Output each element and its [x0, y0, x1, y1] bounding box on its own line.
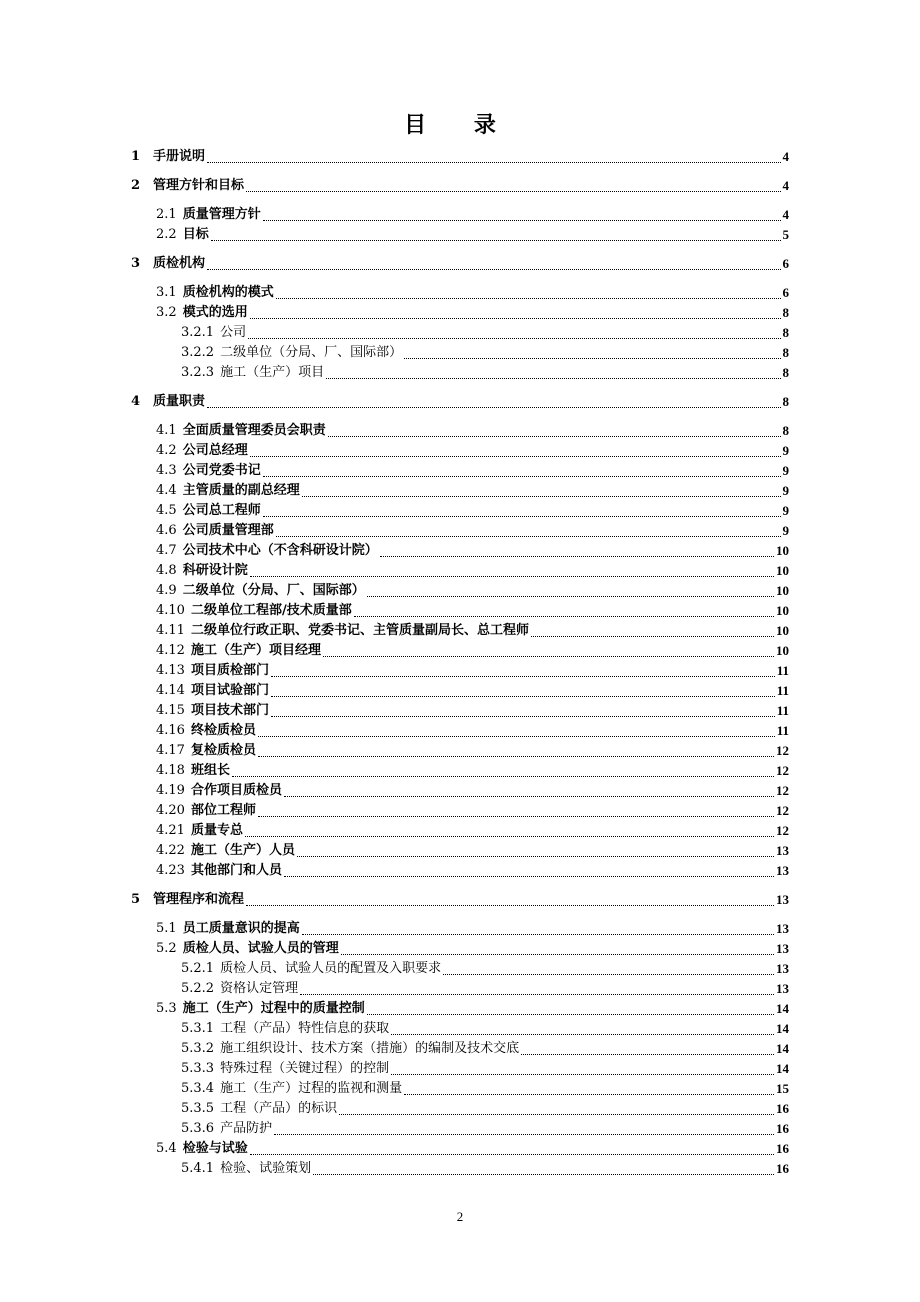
toc-entry-number: 5: [131, 892, 141, 907]
dot-leader: [258, 746, 774, 757]
dot-leader: [302, 924, 774, 935]
toc-entry-page: 11: [776, 663, 789, 678]
toc-entry-number: 1: [131, 149, 141, 164]
toc-entry[interactable]: [131, 1059, 789, 1079]
toc-entry-label: 质检人员、试验人员的配置及入职要求: [220, 961, 442, 976]
toc-entry-label: 二级单位工程部/技术质量部: [190, 603, 352, 618]
toc-entry-number: 4.12: [156, 643, 185, 658]
dot-leader: [404, 348, 780, 359]
toc-entry-label: 特殊过程（关键过程）的控制: [220, 1061, 390, 1076]
dot-leader: [263, 210, 781, 221]
toc-entry-page: 15: [776, 1081, 789, 1096]
toc-entry-page: 9: [782, 503, 789, 518]
toc-entry-number: 5.3.1: [181, 1021, 215, 1036]
toc-entry-page: 16: [776, 1121, 789, 1136]
toc-entry[interactable]: [131, 1019, 789, 1039]
dot-leader: [207, 259, 780, 270]
toc-entry-number: 3: [131, 256, 141, 271]
dot-leader: [391, 1064, 774, 1075]
dot-leader: [248, 328, 780, 339]
dot-leader: [313, 1164, 774, 1175]
toc-entry-number: 5.3.5: [181, 1101, 215, 1116]
dot-leader: [211, 230, 781, 241]
toc-entry[interactable]: [131, 1099, 789, 1119]
table-of-contents: [131, 147, 789, 1179]
toc-entry-number: 4.23: [156, 863, 185, 878]
toc-entry-number: 4.10: [156, 603, 185, 618]
toc-entry-label: 施工（生产）人员: [190, 843, 295, 858]
dot-leader: [284, 866, 774, 877]
toc-entry-label: 质量管理方针: [182, 207, 261, 222]
dot-leader: [323, 646, 774, 657]
toc-entry-label: 主管质量的副总经理: [182, 483, 300, 498]
dot-leader: [341, 944, 774, 955]
toc-entry-page: 8: [782, 423, 789, 438]
toc-entry-page: 14: [776, 1001, 789, 1016]
toc-entry-page: 12: [776, 823, 789, 838]
dot-leader: [297, 846, 774, 857]
dot-leader: [250, 308, 781, 319]
toc-entry-number: 5.3.4: [181, 1081, 215, 1096]
toc-entry[interactable]: [131, 481, 789, 501]
toc-entry-label: 施工（生产）过程中的质量控制: [182, 1001, 365, 1016]
dot-leader: [250, 566, 774, 577]
toc-entry[interactable]: [131, 741, 789, 761]
toc-entry-number: 3.1: [156, 285, 177, 300]
toc-entry-page: 4: [782, 207, 789, 222]
toc-entry-page: 14: [776, 1021, 789, 1036]
dot-leader: [328, 426, 781, 437]
toc-entry-page: 13: [776, 921, 789, 936]
toc-entry-label: 工程（产品）的标识: [220, 1101, 338, 1116]
toc-entry[interactable]: [131, 392, 789, 412]
toc-entry[interactable]: [131, 801, 789, 821]
toc-entry[interactable]: [131, 999, 789, 1019]
dot-leader: [276, 526, 781, 537]
toc-entry[interactable]: [131, 1039, 789, 1059]
toc-entry[interactable]: [131, 501, 789, 521]
toc-entry-label: 工程（产品）特性信息的获取: [220, 1021, 390, 1036]
toc-entry[interactable]: [131, 861, 789, 881]
toc-entry-label: 质检机构: [153, 256, 206, 271]
toc-entry-label: 质量专总: [190, 823, 243, 838]
toc-entry-page: 6: [782, 285, 789, 300]
toc-entry-label: 全面质量管理委员会职责: [182, 423, 326, 438]
dot-leader: [302, 486, 781, 497]
dot-leader: [246, 895, 774, 906]
toc-entry-page: 4: [782, 178, 789, 193]
toc-entry-number: 4.2: [156, 443, 177, 458]
toc-entry-page: 6: [782, 256, 789, 271]
toc-entry[interactable]: [131, 701, 789, 721]
toc-entry-number: 4.17: [156, 743, 185, 758]
toc-entry-label: 质检机构的模式: [182, 285, 274, 300]
toc-entry-number: 2: [131, 178, 141, 193]
dot-leader: [326, 368, 780, 379]
toc-entry-label: 公司技术中心（不含科研设计院）: [182, 543, 378, 558]
toc-entry-page: 13: [776, 961, 789, 976]
dot-leader: [258, 806, 774, 817]
dot-leader: [250, 446, 781, 457]
toc-entry-number: 4.20: [156, 803, 185, 818]
toc-entry-number: 4.13: [156, 663, 185, 678]
toc-entry[interactable]: [131, 461, 789, 481]
toc-entry-page: 8: [782, 394, 789, 409]
toc-entry-page: 14: [776, 1061, 789, 1076]
toc-entry-page: 12: [776, 803, 789, 818]
toc-entry[interactable]: [131, 521, 789, 541]
toc-entry[interactable]: [131, 721, 789, 741]
toc-entry-label: 模式的选用: [182, 305, 248, 320]
toc-entry-label: 管理程序和流程: [153, 892, 245, 907]
toc-entry-number: 5.3.2: [181, 1041, 215, 1056]
toc-entry-number: 4.14: [156, 683, 185, 698]
toc-entry[interactable]: [131, 441, 789, 461]
toc-entry-number: 4.19: [156, 783, 185, 798]
dot-leader: [271, 686, 775, 697]
toc-entry-number: 5.2.2: [181, 981, 215, 996]
page-number: 2: [456, 1209, 464, 1224]
toc-entry-label: 目标: [182, 227, 209, 242]
toc-entry[interactable]: [131, 1079, 789, 1099]
toc-entry[interactable]: [131, 176, 789, 196]
toc-entry-number: 5.2: [156, 941, 177, 956]
toc-entry-label: 资格认定管理: [220, 981, 299, 996]
dot-leader: [443, 964, 774, 975]
dot-leader: [246, 181, 780, 192]
toc-entry-page: 10: [776, 543, 789, 558]
dot-leader: [245, 826, 774, 837]
toc-entry[interactable]: [131, 890, 789, 910]
toc-entry-number: 3.2.1: [181, 325, 215, 340]
toc-entry[interactable]: [131, 581, 789, 601]
dot-leader: [263, 466, 781, 477]
toc-entry-page: 8: [782, 345, 789, 360]
dot-leader: [531, 626, 774, 637]
dot-leader: [367, 1004, 774, 1015]
toc-entry-label: 班组长: [190, 763, 230, 778]
toc-entry-label: 公司: [220, 325, 247, 340]
dot-leader: [250, 1144, 774, 1155]
toc-entry-label: 公司总工程师: [182, 503, 261, 518]
toc-entry-number: 4.4: [156, 483, 177, 498]
toc-entry-label: 二级单位（分局、厂、国际部）: [220, 345, 403, 360]
toc-entry-label: 手册说明: [153, 149, 206, 164]
toc-entry-page: 5: [782, 227, 789, 242]
dot-leader: [354, 606, 774, 617]
toc-entry[interactable]: [131, 661, 789, 681]
toc-entry-label: 管理方针和目标: [153, 178, 245, 193]
toc-entry-page: 13: [776, 941, 789, 956]
dot-leader: [263, 506, 781, 517]
dot-leader: [207, 152, 780, 163]
toc-entry-number: 5.3.6: [181, 1121, 215, 1136]
toc-entry-label: 部位工程师: [190, 803, 256, 818]
toc-entry[interactable]: [131, 781, 789, 801]
toc-entry-label: 其他部门和人员: [190, 863, 282, 878]
toc-entry[interactable]: [131, 343, 789, 363]
dot-leader: [300, 984, 774, 995]
toc-entry-label: 施工组织设计、技术方案（措施）的编制及技术交底: [220, 1041, 520, 1056]
toc-entry[interactable]: [131, 919, 789, 939]
toc-entry[interactable]: [131, 147, 789, 167]
toc-entry-page: 9: [782, 483, 789, 498]
toc-entry-page: 16: [776, 1141, 789, 1156]
toc-entry-number: 3.2: [156, 305, 177, 320]
toc-entry-label: 施工（生产）过程的监视和测量: [220, 1081, 403, 1096]
toc-entry-number: 5.2.1: [181, 961, 215, 976]
toc-entry-number: 4.11: [156, 623, 185, 638]
toc-entry[interactable]: [131, 681, 789, 701]
dot-leader: [274, 1124, 774, 1135]
toc-entry-label: 复检质检员: [190, 743, 256, 758]
toc-entry-number: 4.15: [156, 703, 185, 718]
toc-entry-page: 4: [782, 149, 789, 164]
dot-leader: [380, 546, 774, 557]
toc-entry-label: 项目技术部门: [190, 703, 269, 718]
dot-leader: [404, 1084, 774, 1095]
toc-entry[interactable]: [131, 303, 789, 323]
toc-entry-page: 14: [776, 1041, 789, 1056]
toc-entry-number: 5.4.1: [181, 1161, 215, 1176]
toc-entry-number: 4.7: [156, 543, 177, 558]
toc-entry[interactable]: [131, 225, 789, 245]
toc-entry[interactable]: [131, 561, 789, 581]
page-title: 目 录: [404, 112, 516, 138]
dot-leader: [367, 586, 774, 597]
dot-leader: [207, 397, 780, 408]
toc-entry-number: 4.8: [156, 563, 177, 578]
toc-entry-page: 12: [776, 743, 789, 758]
toc-entry[interactable]: [131, 283, 789, 303]
toc-entry[interactable]: [131, 363, 789, 383]
toc-entry-label: 员工质量意识的提高: [182, 921, 300, 936]
dot-leader: [271, 666, 775, 677]
toc-entry-number: 5.3.3: [181, 1061, 215, 1076]
toc-entry-page: 10: [776, 603, 789, 618]
toc-entry-page: 10: [776, 563, 789, 578]
toc-entry-label: 检验与试验: [182, 1141, 248, 1156]
toc-entry-page: 10: [776, 623, 789, 638]
toc-entry[interactable]: [131, 761, 789, 781]
toc-entry-page: 8: [782, 305, 789, 320]
toc-entry-label: 终检质检员: [190, 723, 256, 738]
toc-entry-page: 9: [782, 523, 789, 538]
toc-entry-number: 4.22: [156, 843, 185, 858]
toc-entry[interactable]: [131, 1159, 789, 1179]
toc-entry[interactable]: [131, 254, 789, 274]
toc-entry[interactable]: [131, 323, 789, 343]
toc-entry-page: 12: [776, 783, 789, 798]
toc-entry[interactable]: [131, 601, 789, 621]
toc-entry-number: 2.2: [156, 227, 177, 242]
dot-leader: [284, 786, 774, 797]
toc-entry-label: 施工（生产）项目经理: [190, 643, 321, 658]
toc-entry-page: 16: [776, 1101, 789, 1116]
toc-entry-label: 产品防护: [220, 1121, 273, 1136]
toc-entry-number: 4.21: [156, 823, 185, 838]
toc-entry-label: 合作项目质检员: [190, 783, 282, 798]
toc-entry-number: 4.5: [156, 503, 177, 518]
toc-entry-number: 4.6: [156, 523, 177, 538]
toc-entry[interactable]: [131, 939, 789, 959]
toc-entry-number: 4.16: [156, 723, 185, 738]
toc-entry-page: 10: [776, 643, 789, 658]
toc-entry-page: 9: [782, 443, 789, 458]
toc-entry[interactable]: [131, 641, 789, 661]
toc-entry-page: 13: [776, 863, 789, 878]
toc-entry-number: 5.4: [156, 1141, 177, 1156]
toc-entry-page: 13: [776, 981, 789, 996]
toc-entry-page: 11: [776, 683, 789, 698]
toc-entry-label: 项目试验部门: [190, 683, 269, 698]
dot-leader: [276, 288, 781, 299]
toc-entry-number: 3.2.3: [181, 365, 215, 380]
toc-entry-label: 公司总经理: [182, 443, 248, 458]
toc-entry-number: 5.3: [156, 1001, 177, 1016]
dot-leader: [271, 706, 775, 717]
toc-entry[interactable]: [131, 1119, 789, 1139]
toc-entry-number: 5.1: [156, 921, 177, 936]
toc-entry-label: 二级单位行政正职、党委书记、主管质量副局长、总工程师: [190, 623, 529, 638]
toc-entry-page: 9: [782, 463, 789, 478]
toc-entry-page: 8: [782, 365, 789, 380]
toc-entry-page: 10: [776, 583, 789, 598]
dot-leader: [339, 1104, 774, 1115]
toc-entry-page: 13: [776, 843, 789, 858]
dot-leader: [391, 1024, 774, 1035]
toc-entry[interactable]: [131, 841, 789, 861]
toc-entry[interactable]: [131, 541, 789, 561]
toc-entry-number: 4.3: [156, 463, 177, 478]
toc-entry-number: 4: [131, 394, 141, 409]
toc-entry-page: 12: [776, 763, 789, 778]
toc-entry[interactable]: [131, 205, 789, 225]
toc-entry-number: 2.1: [156, 207, 177, 222]
toc-entry-label: 施工（生产）项目: [220, 365, 325, 380]
toc-entry-page: 8: [782, 325, 789, 340]
toc-entry[interactable]: [131, 979, 789, 999]
toc-entry-label: 项目质检部门: [190, 663, 269, 678]
dot-leader: [258, 726, 775, 737]
toc-entry-page: 11: [776, 703, 789, 718]
toc-entry-number: 3.2.2: [181, 345, 215, 360]
toc-entry[interactable]: [131, 621, 789, 641]
toc-entry-number: 4.18: [156, 763, 185, 778]
toc-entry-page: 11: [776, 723, 789, 738]
toc-entry-page: 13: [776, 892, 789, 907]
toc-entry-label: 检验、试验策划: [220, 1161, 312, 1176]
toc-entry[interactable]: [131, 421, 789, 441]
toc-entry-label: 质量职责: [153, 394, 206, 409]
toc-entry-page: 16: [776, 1161, 789, 1176]
dot-leader: [521, 1044, 774, 1055]
toc-entry-label: 二级单位（分局、厂、国际部）: [182, 583, 365, 598]
toc-entry-label: 质检人员、试验人员的管理: [182, 941, 339, 956]
toc-entry[interactable]: [131, 959, 789, 979]
toc-entry-label: 公司质量管理部: [182, 523, 274, 538]
toc-entry-number: 4.9: [156, 583, 177, 598]
toc-entry-label: 科研设计院: [182, 563, 248, 578]
toc-entry-number: 4.1: [156, 423, 177, 438]
toc-entry[interactable]: [131, 821, 789, 841]
toc-entry-label: 公司党委书记: [182, 463, 261, 478]
toc-entry[interactable]: [131, 1139, 789, 1159]
dot-leader: [232, 766, 774, 777]
